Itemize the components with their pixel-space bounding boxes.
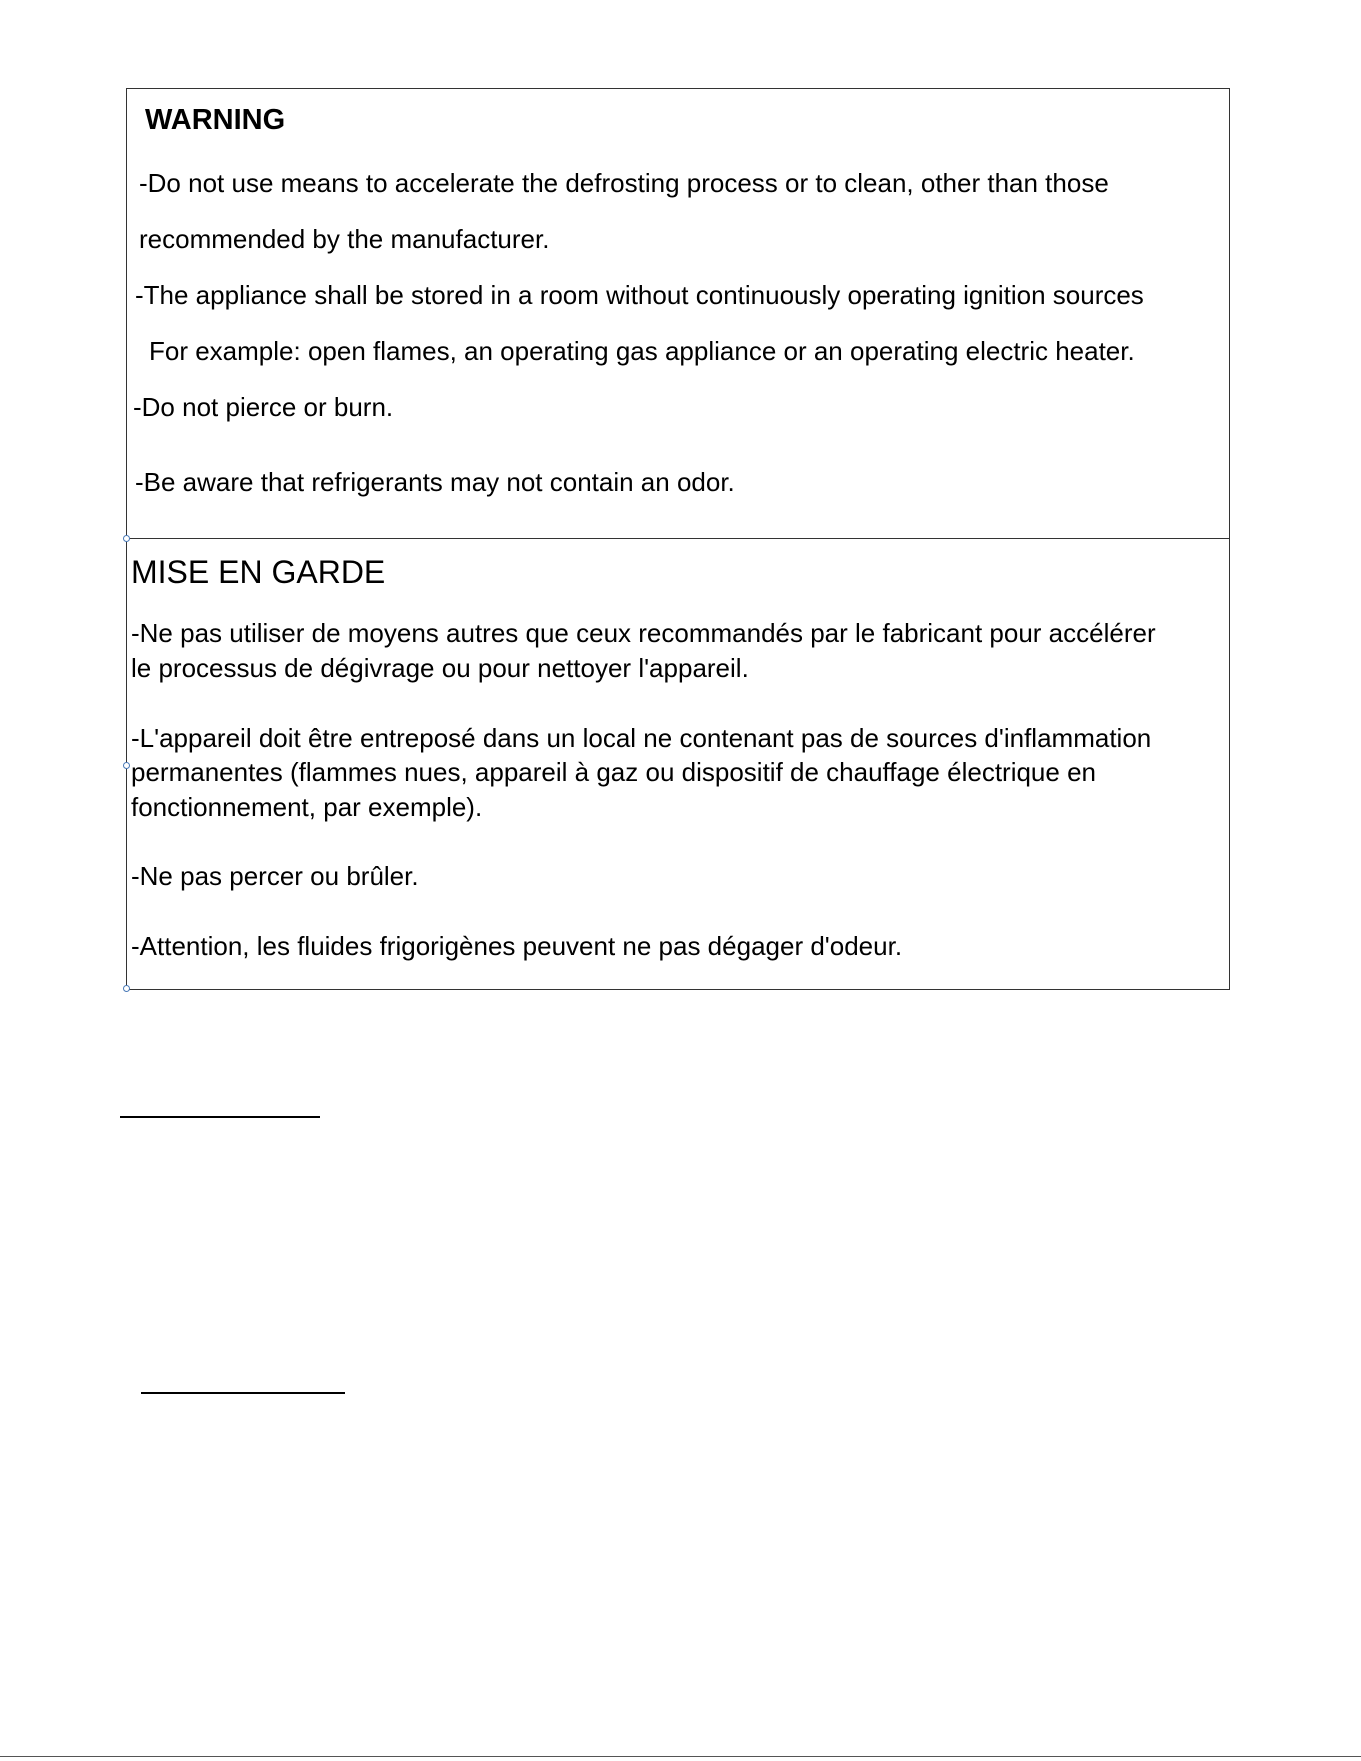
mise-en-garde-line-7: -Attention, les fluides frigorigènes peuvent ne pas dégager d'odeur. [131, 931, 903, 961]
selection-handle-bottom[interactable] [123, 985, 130, 992]
mise-en-garde-line-2: le processus de dégivrage ou pour nettoyer l'appareil. [131, 653, 749, 683]
blank-underline-1 [120, 1116, 320, 1118]
blank-underline-2 [141, 1392, 345, 1394]
mise-en-garde-line-4: permanentes (flammes nues, appareil à gaz ou dispositif de chauffage électrique en [131, 757, 1096, 787]
page-bottom-edge [0, 1756, 1361, 1757]
warning-line-6: -Be aware that refrigerants may not contain an odor. [135, 467, 735, 497]
mise-en-garde-line-1: -Ne pas utiliser de moyens autres que ceux recommandés par le fabricant pour accélérer [131, 618, 1156, 648]
warning-line-1: -Do not use means to accelerate the defrosting process or to clean, other than those [139, 168, 1109, 198]
selection-handle-middle[interactable] [123, 762, 130, 769]
warning-notice-box [126, 88, 1230, 990]
warning-line-5: -Do not pierce or burn. [133, 392, 394, 422]
warning-line-4: For example: open flames, an operating gas appliance or an operating electric heater. [149, 336, 1135, 366]
warning-heading: WARNING [145, 104, 286, 136]
warning-line-3: -The appliance shall be stored in a room without continuously operating ignition sources [135, 280, 1144, 310]
mise-en-garde-line-3: -L'appareil doit être entreposé dans un local ne contenant pas de sources d'inflammation [131, 723, 1152, 753]
mise-en-garde-line-6: -Ne pas percer ou brûler. [131, 861, 419, 891]
mise-en-garde-heading: MISE EN GARDE [131, 554, 386, 590]
section-divider [127, 538, 1229, 539]
mise-en-garde-line-5: fonctionnement, par exemple). [131, 792, 483, 822]
warning-line-2: recommended by the manufacturer. [139, 224, 550, 254]
selection-handle-top[interactable] [123, 535, 130, 542]
